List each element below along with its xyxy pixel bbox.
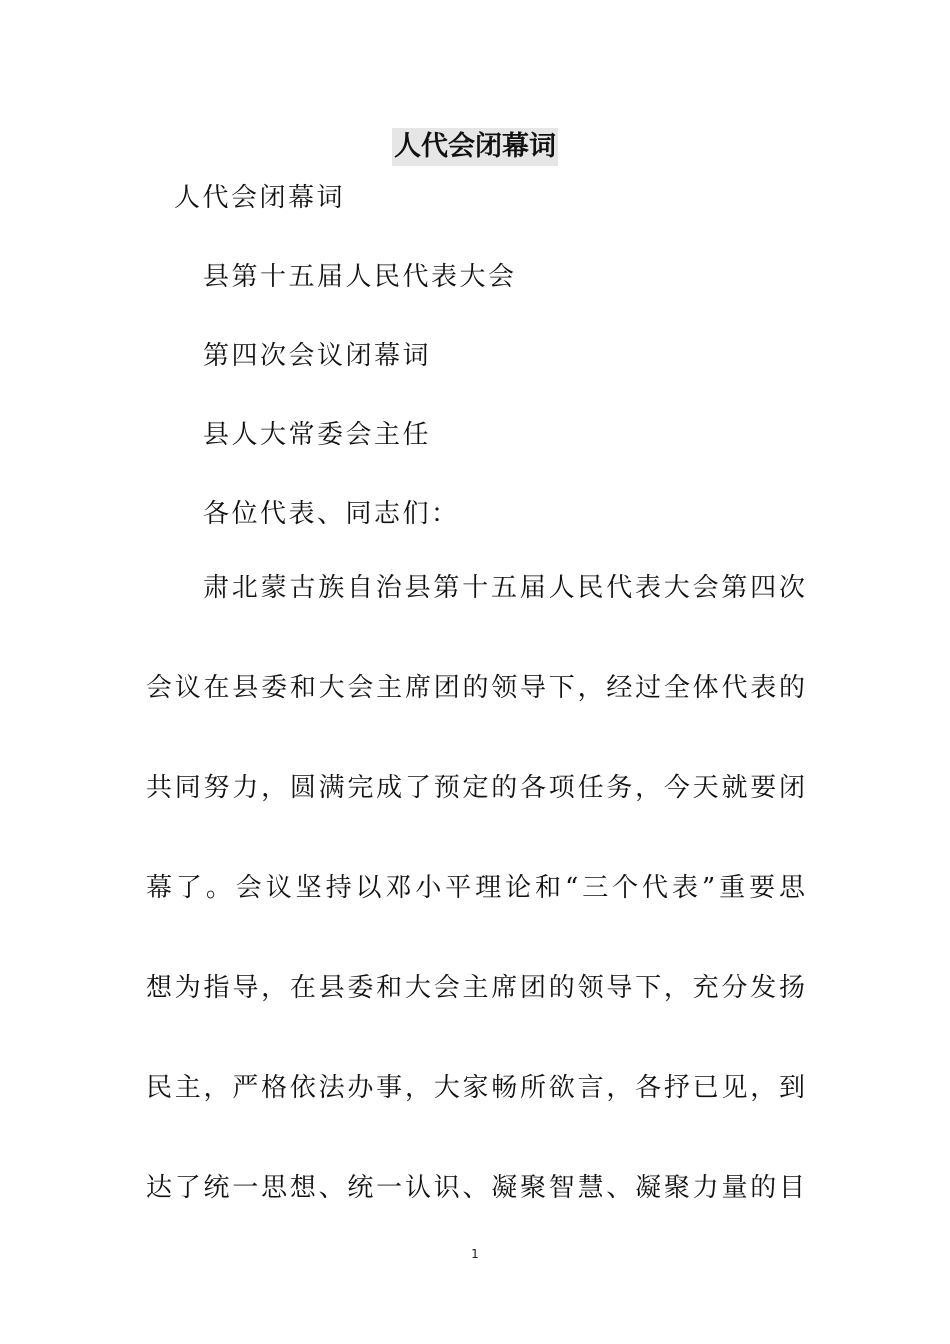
heading-line-session: 第四次会议闭幕词: [203, 341, 432, 371]
body-line: 会议在县委和大会主席团的领导下，经过全体代表的: [146, 673, 806, 703]
heading-line-congress: 县第十五届人民代表大会: [203, 262, 517, 292]
body-line: 达了统一思想、统一认识、凝聚智慧、凝聚力量的目: [146, 1173, 806, 1203]
body-line: 想为指导，在县委和大会主席团的领导下，充分发扬: [146, 973, 806, 1003]
heading-line-speaker: 县人大常委会主任: [203, 420, 432, 450]
page-number: 1: [471, 1247, 479, 1261]
body-line: 共同努力，圆满完成了预定的各项任务，今天就要闭: [146, 773, 806, 803]
document-subtitle: 人代会闭幕词: [174, 183, 346, 213]
body-line: 肃北蒙古族自治县第十五届人民代表大会第四次: [203, 573, 806, 603]
salutation: 各位代表、同志们：: [203, 499, 460, 529]
title-wrapper: [0, 128, 950, 166]
document-title: 人代会闭幕词: [392, 128, 558, 166]
body-line: 民主，严格依法办事，大家畅所欲言，各抒已见，到: [146, 1073, 806, 1103]
body-line: 幕了。会议坚持以邓小平理论和“三个代表”重要思: [146, 873, 806, 903]
body-paragraph: [146, 568, 806, 1268]
